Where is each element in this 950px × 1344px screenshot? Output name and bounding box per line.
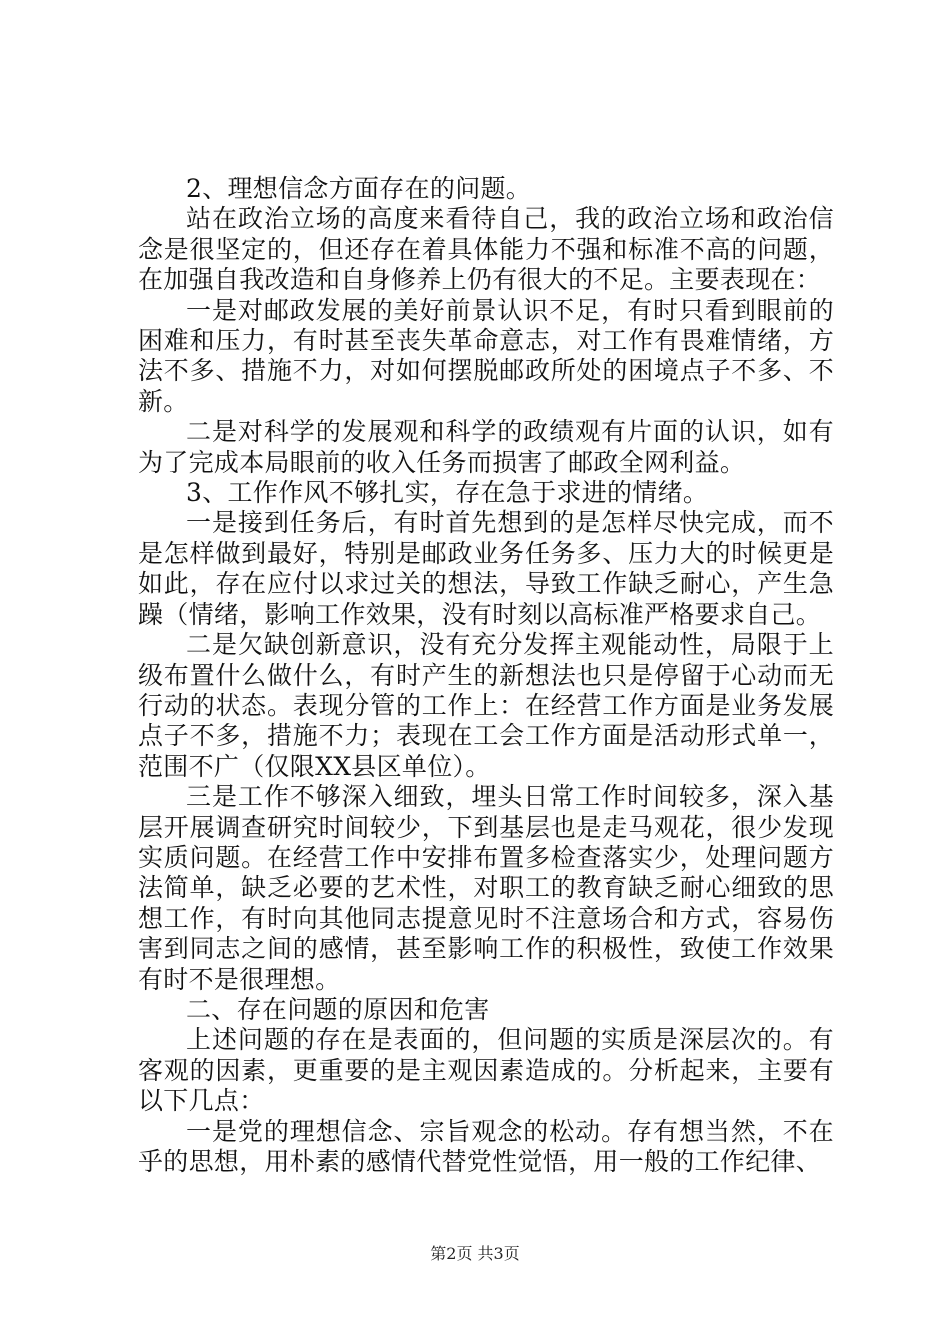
section-heading-ideals: 2、理想信念方面存在的问题。 <box>186 174 532 203</box>
paragraph: 上述问题的存在是表面的，但问题的实质是深层次的。有客观的因素，更重要的是主观因素造成的。分析起来，主要有以下几点： <box>138 1025 834 1116</box>
section-heading-work-style: 3、工作作风不够扎实，存在急于求进的情绪。 <box>186 478 709 508</box>
paragraph: 二是欠缺创新意识，没有充分发挥主观能动性，局限于上级布置什么做什么，有时产生的新想法也只是停留于心动而无行动的状态。表现分管的工作上：在经营工作方面是业务发展点子不多，措施不力；表现在工会工作方面是活动形式单一，范围不广（仅限XX县区单位）。 <box>138 630 834 781</box>
page-number-footer: 第2页 共3页 <box>430 1244 520 1263</box>
document-body <box>138 174 834 1177</box>
paragraph: 三是工作不够深入细致，埋头日常工作时间较多，深入基层开展调查研究时间较少，下到基层也是走马观花，很少发现实质问题。在经营工作中安排布置多检查落实少，处理问题方法简单，缺乏必要的艺术性，对职工的教育缺乏耐心细致的思想工作，有时向其他同志提意见时不注意场合和方式，容易伤害到同志之间的感情，甚至影响工作的积极性，致使工作效果有时不是很理想。 <box>138 782 834 994</box>
paragraph: 站在政治立场的高度来看待自己，我的政治立场和政治信念是很坚定的，但还存在着具体能力不强和标准不高的问题，在加强自我改造和自身修养上仍有很大的不足。主要表现在： <box>138 204 834 295</box>
paragraph: 二是对科学的发展观和科学的政绩观有片面的认识，如有为了完成本局眼前的收入任务而损害了邮政全网利益。 <box>138 417 834 477</box>
paragraph: 一是对邮政发展的美好前景认识不足，有时只看到眼前的困难和压力，有时甚至丧失革命意志，对工作有畏难情绪，方法不多、措施不力，对如何摆脱邮政所处的困境点子不多、不新。 <box>138 295 834 416</box>
section-heading-causes: 二、存在问题的原因和危害 <box>186 994 490 1024</box>
paragraph: 一是接到任务后，有时首先想到的是怎样尽快完成，而不是怎样做到最好，特别是邮政业务任务多、压力大的时候更是如此，存在应付以求过关的想法，导致工作缺乏耐心，产生急躁（情绪，影响工作效果，没有时刻以高标准严格要求自己。 <box>138 508 834 629</box>
paragraph: 一是党的理想信念、宗旨观念的松动。存有想当然，不在乎的思想，用朴素的感情代替党性觉悟，用一般的工作纪律、 <box>138 1116 834 1176</box>
